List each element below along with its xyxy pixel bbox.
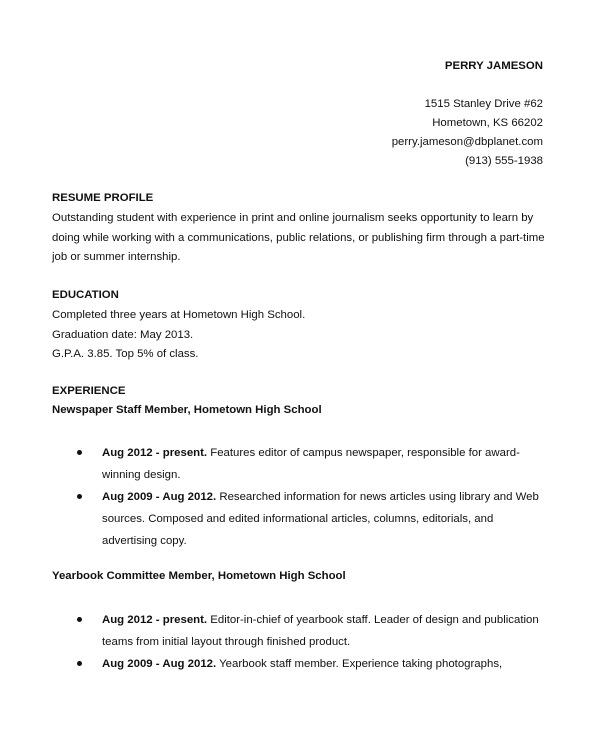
bullet-icon xyxy=(77,494,82,499)
profile-line: job or summer internship. xyxy=(52,251,181,263)
experience-item xyxy=(102,442,520,486)
experience-item xyxy=(102,486,539,552)
profile-line: doing while working with a communications, public relations, or publishing firm through a part-time xyxy=(52,231,545,244)
item-text: teams from initial layout through finished product. xyxy=(102,636,351,648)
job-title: Newspaper Staff Member, Hometown High School xyxy=(52,404,322,416)
experience-heading: EXPERIENCE xyxy=(52,385,126,397)
experience-item xyxy=(102,609,539,653)
education-text xyxy=(52,306,552,365)
item-text: Features editor of campus newspaper, responsible for award- xyxy=(207,447,520,459)
profile-text xyxy=(52,209,552,268)
education-line: Completed three years at Hometown High School. xyxy=(52,309,306,321)
phone-number: (913) 555-1938 xyxy=(465,155,543,167)
applicant-name: PERRY JAMESON xyxy=(444,60,543,72)
item-text: winning design. xyxy=(102,469,181,481)
address-line-1: 1515 Stanley Drive #62 xyxy=(424,98,543,110)
item-dates: Aug 2009 - Aug 2012. xyxy=(102,491,217,503)
item-dates: Aug 2012 - present. xyxy=(102,447,208,459)
profile-line: Outstanding student with experience in print and online journalism seeks opportunity to learn by xyxy=(52,212,534,224)
experience-item xyxy=(102,653,502,675)
bullet-icon xyxy=(77,617,82,622)
education-line: Graduation date: May 2013. xyxy=(52,328,194,341)
profile-heading: RESUME PROFILE xyxy=(52,192,154,204)
item-dates: Aug 2012 - present. xyxy=(102,614,208,626)
item-text: advertising copy. xyxy=(102,535,187,547)
address-line-2: Hometown, KS 66202 xyxy=(432,117,543,129)
item-text: Yearbook staff member. Experience taking photographs, xyxy=(216,658,503,670)
job-title: Yearbook Committee Member, Hometown High School xyxy=(52,570,346,582)
bullet-icon xyxy=(77,450,82,455)
item-text: sources. Composed and edited informational articles, columns, editorials, and xyxy=(102,513,494,525)
education-heading: EDUCATION xyxy=(52,289,119,301)
contact-block xyxy=(392,57,543,171)
item-dates: Aug 2009 - Aug 2012. xyxy=(102,658,217,670)
bullet-icon xyxy=(77,661,82,666)
item-text: Researched information for news articles using library and Web xyxy=(216,491,539,503)
email-address: perry.jameson@dbplanet.com xyxy=(391,136,543,148)
education-line: G.P.A. 3.85. Top 5% of class. xyxy=(52,348,199,360)
item-text: Editor-in-chief of yearbook staff. Leader of design and publication xyxy=(207,614,539,626)
